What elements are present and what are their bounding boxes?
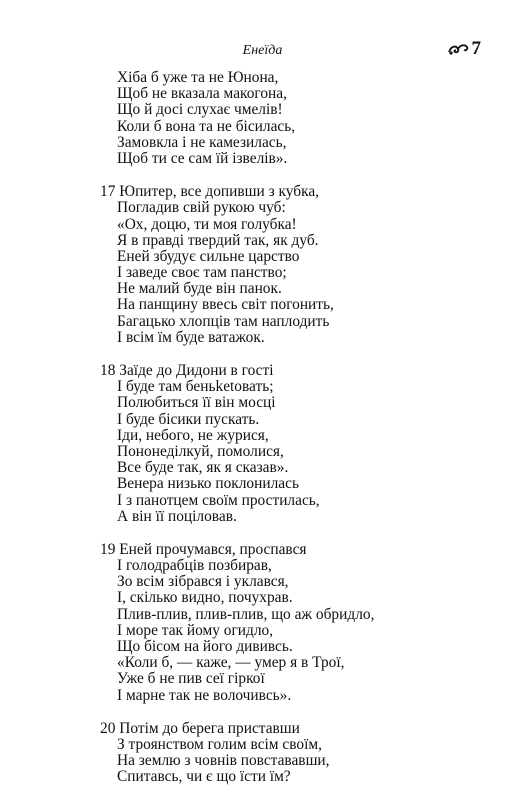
verse-line (117, 86, 497, 102)
page-number: 7 (471, 38, 481, 59)
verse-line (117, 249, 497, 265)
verse-line (117, 379, 497, 395)
verse-line (100, 721, 497, 737)
stanza-number: 17 (100, 183, 116, 201)
verse-line (117, 737, 497, 753)
verse-line (100, 184, 497, 200)
stanza-number: 18 (100, 362, 116, 379)
stanza (100, 719, 497, 786)
verse-text: І заведе своє там панство; (117, 264, 287, 282)
verse-text: І буде там беньketовать; (117, 378, 274, 396)
verse-text: Що бісом на його дививсь. (117, 638, 293, 655)
verse-line (117, 412, 497, 428)
verse-text: Еней збудує сильне царство (117, 247, 300, 265)
stanza (100, 540, 497, 704)
verse-line (117, 460, 497, 476)
verse-text: Уже б не пив сеї гіркої (117, 670, 265, 688)
stanza-number: 20 (100, 719, 116, 737)
verse-text: І море так йому огидло, (117, 621, 274, 639)
verse-line (117, 330, 497, 346)
verse-text: Що й досі слухає чмелів! (117, 101, 283, 119)
verse-line (117, 671, 497, 687)
verse-text: І з панотцем своїм простилась, (117, 491, 320, 509)
verse-line (117, 297, 497, 313)
verse-text: Хіба б уже та не Юнона, (117, 69, 279, 86)
verse-line (117, 281, 497, 297)
verse-text: Заїде до Дидони в гості (119, 362, 274, 379)
verse-text: І всім їм буде ватажок. (117, 328, 265, 346)
verse-line (117, 623, 497, 639)
verse-line (117, 265, 497, 281)
verse-line (117, 509, 497, 525)
verse-text: Еней прочумався, проспався (119, 540, 307, 558)
verse-line (117, 200, 497, 216)
verse-text: Погладив свій рукою чуб: (117, 199, 286, 217)
verse-line (117, 607, 497, 623)
verse-line (100, 363, 497, 379)
verse-line (117, 655, 497, 671)
verse-line (117, 769, 497, 785)
verse-text: А він її поціловав. (117, 507, 237, 525)
verse-line (117, 558, 497, 574)
verse-text: Все буде так, як я сказав». (117, 459, 289, 477)
verse-line (117, 493, 497, 509)
running-title: Енеїда (242, 43, 283, 58)
verse-text: «Коли б, — каже, — умер я в Трої, (117, 654, 345, 672)
poem-body (100, 69, 497, 803)
verse-text: Багацько хлопців там наплодить (117, 312, 330, 330)
verse-text: Не малий буде він панок. (117, 280, 282, 298)
page-number-block (447, 38, 482, 60)
verse-text: І марне так не волочивсь». (117, 686, 292, 704)
verse-line (117, 428, 497, 444)
stanza-number: 19 (100, 540, 116, 558)
verse-text: І, скілько видно, почухрав. (117, 589, 293, 607)
verse-line (117, 217, 497, 233)
verse-line (117, 135, 497, 151)
verse-text: Замовкла і не камезилась, (117, 133, 287, 151)
verse-text: І голодрабців позбирав, (117, 557, 272, 575)
verse-line (117, 688, 497, 704)
verse-line (117, 590, 497, 606)
verse-line (100, 542, 497, 558)
verse-text: Коли б вона та не бісилась, (117, 117, 296, 135)
verse-text: Юпитер, все допивши з кубка, (119, 183, 319, 201)
verse-text: Зо всім зібрався і уклався, (117, 573, 289, 591)
verse-text: «Ох, доцю, ти моя голубка! (117, 215, 297, 233)
verse-text: Щоб не вказала макогона, (117, 85, 287, 103)
verse-line (117, 444, 497, 460)
verse-text: Плив-плив, плив-плив, що аж обридло, (117, 605, 375, 623)
verse-line (117, 753, 497, 769)
verse-text: На панщину ввесь світ погонить, (117, 296, 334, 314)
verse-text: Пононеділкуй, помолися, (117, 442, 284, 460)
stanza (100, 183, 497, 346)
stanza (117, 70, 497, 167)
verse-line (117, 151, 497, 167)
verse-text: Спитавсь, чи є що їсти їм? (117, 768, 291, 786)
verse-text: Полюбиться її він мосці (117, 394, 276, 412)
verse-text: Венера низько поклонилась (117, 475, 299, 493)
verse-line (117, 395, 497, 411)
verse-text: На землю з човнів повстававши, (117, 752, 330, 770)
verse-line (117, 574, 497, 590)
verse-line (117, 70, 497, 86)
verse-line (117, 119, 497, 135)
verse-line (117, 102, 497, 118)
floral-ornament-icon (447, 42, 469, 56)
verse-text: І буде бісики пускать. (117, 410, 260, 428)
verse-text: Іди, небого, не журися, (117, 426, 269, 444)
verse-line (117, 476, 497, 492)
verse-line (117, 314, 497, 330)
verse-line (117, 233, 497, 249)
verse-text: З троянством голим всім своїм, (117, 735, 322, 753)
verse-text: Я в правді твердий так, як дуб. (117, 231, 319, 249)
verse-text: Потім до берега приставши (119, 719, 300, 737)
verse-line (117, 639, 497, 655)
verse-text: Щоб ти се сам їй ізвелів». (117, 149, 288, 167)
stanza (100, 362, 497, 525)
